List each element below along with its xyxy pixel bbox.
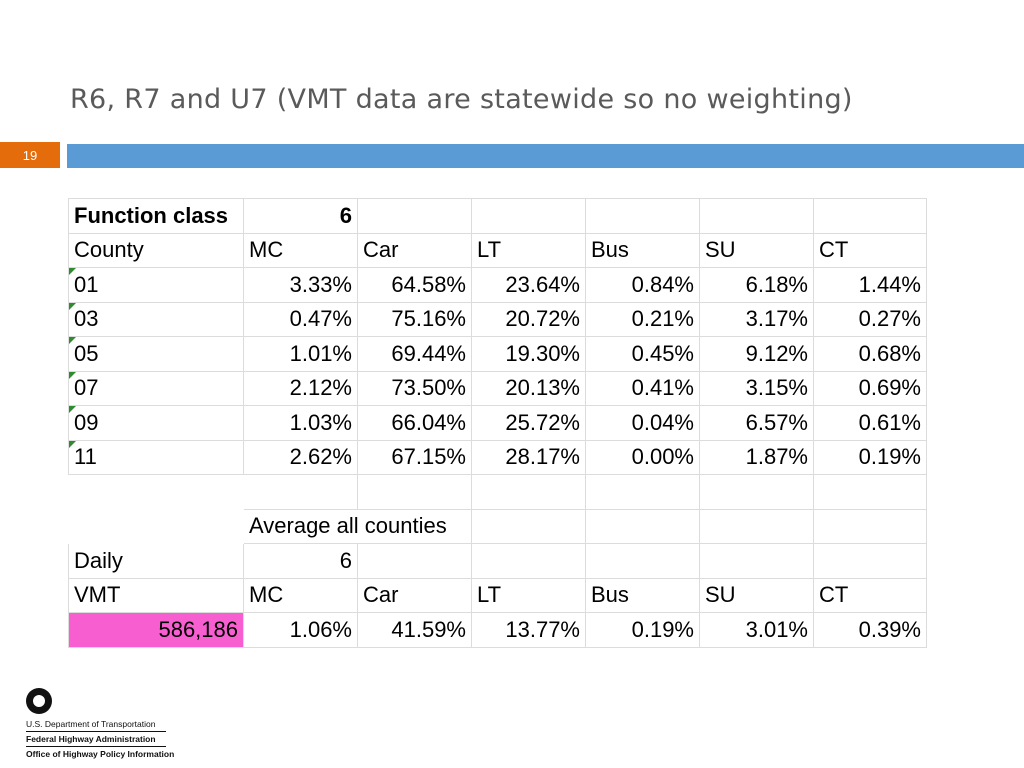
value-cell: 0.41% [586,371,700,406]
table-header-row [69,233,927,268]
empty-cell [69,475,244,510]
value-cell: 1.87% [700,440,814,475]
column-header: SU [700,233,814,268]
column-header: MC [244,578,358,613]
average-label-row [69,509,927,544]
column-header: SU [700,578,814,613]
empty-cell [358,199,472,234]
daily-label: Daily [69,544,244,579]
value-cell: 6.18% [700,268,814,303]
empty-cell [586,475,700,510]
value-cell: 1.03% [244,406,358,441]
value-cell: 20.13% [472,371,586,406]
county-cell: 09 [69,406,244,441]
value-cell: 0.04% [586,406,700,441]
daily-row [69,544,927,579]
logo-line-department: U.S. Department of Transportation [26,719,156,729]
table-row [69,440,927,475]
column-header: VMT [69,578,244,613]
value-cell: 25.72% [472,406,586,441]
vmt-value-row [69,613,927,648]
value-cell: 41.59% [358,613,472,648]
value-cell: 2.62% [244,440,358,475]
value-cell: 0.21% [586,302,700,337]
empty-cell [358,544,472,579]
value-cell: 69.44% [358,337,472,372]
vmt-data-table [68,198,927,648]
value-cell: 9.12% [700,337,814,372]
empty-cell [814,544,927,579]
value-cell: 75.16% [358,302,472,337]
column-header: MC [244,233,358,268]
empty-cell [358,475,472,510]
column-header: LT [472,578,586,613]
empty-cell [586,544,700,579]
column-header: Car [358,233,472,268]
function-class-value: 6 [244,199,358,234]
empty-cell [700,509,814,544]
average-label: Average all counties [244,509,472,544]
value-cell: 2.12% [244,371,358,406]
value-cell: 3.01% [700,613,814,648]
empty-cell [586,199,700,234]
vmt-header-row [69,578,927,613]
empty-cell [69,509,244,544]
empty-cell [244,475,358,510]
value-cell: 1.06% [244,613,358,648]
empty-cell [700,544,814,579]
column-header: Car [358,578,472,613]
value-cell: 0.27% [814,302,927,337]
value-cell: 6.57% [700,406,814,441]
column-header: County [69,233,244,268]
county-cell: 01 [69,268,244,303]
empty-cell [472,475,586,510]
value-cell: 0.61% [814,406,927,441]
value-cell: 23.64% [472,268,586,303]
value-cell: 0.39% [814,613,927,648]
vmt-total-cell: 586,186 [69,613,244,648]
header-accent-bar [67,144,1024,168]
empty-cell [700,199,814,234]
empty-cell [586,509,700,544]
value-cell: 1.01% [244,337,358,372]
column-header: Bus [586,233,700,268]
value-cell: 0.47% [244,302,358,337]
value-cell: 13.77% [472,613,586,648]
empty-cell [814,509,927,544]
value-cell: 28.17% [472,440,586,475]
value-cell: 0.00% [586,440,700,475]
empty-cell [700,475,814,510]
table-row [69,302,927,337]
column-header: CT [814,578,927,613]
empty-cell [472,509,586,544]
empty-cell [472,544,586,579]
value-cell: 3.33% [244,268,358,303]
value-cell: 3.17% [700,302,814,337]
value-cell: 0.19% [814,440,927,475]
value-cell: 19.30% [472,337,586,372]
table-row [69,337,927,372]
value-cell: 67.15% [358,440,472,475]
empty-cell [814,475,927,510]
spacer-row [69,475,927,510]
value-cell: 0.45% [586,337,700,372]
table-row [69,406,927,441]
column-header: Bus [586,578,700,613]
logo-line-agency: Federal Highway Administration [26,734,156,744]
value-cell: 3.15% [700,371,814,406]
value-cell: 73.50% [358,371,472,406]
county-cell: 03 [69,302,244,337]
value-cell: 64.58% [358,268,472,303]
column-header: CT [814,233,927,268]
function-class-label: Function class [69,199,244,234]
county-cell: 05 [69,337,244,372]
value-cell: 0.69% [814,371,927,406]
value-cell: 66.04% [358,406,472,441]
empty-cell [814,199,927,234]
table-row [69,371,927,406]
value-cell: 20.72% [472,302,586,337]
table-row [69,268,927,303]
empty-cell [472,199,586,234]
logo-divider [26,731,166,732]
value-cell: 1.44% [814,268,927,303]
value-cell: 0.68% [814,337,927,372]
column-header: LT [472,233,586,268]
function-class-row [69,199,927,234]
slide-number: 19 [0,142,60,168]
value-cell: 0.19% [586,613,700,648]
logo-line-office: Office of Highway Policy Information [26,749,175,759]
logo-divider [26,746,166,747]
daily-value: 6 [244,544,358,579]
county-cell: 11 [69,440,244,475]
usdot-fhwa-logo [26,688,174,760]
county-cell: 07 [69,371,244,406]
slide-title: R6, R7 and U7 (VMT data are statewide so no weighting) [70,84,853,115]
value-cell: 0.84% [586,268,700,303]
usdot-emblem-icon [26,688,52,714]
